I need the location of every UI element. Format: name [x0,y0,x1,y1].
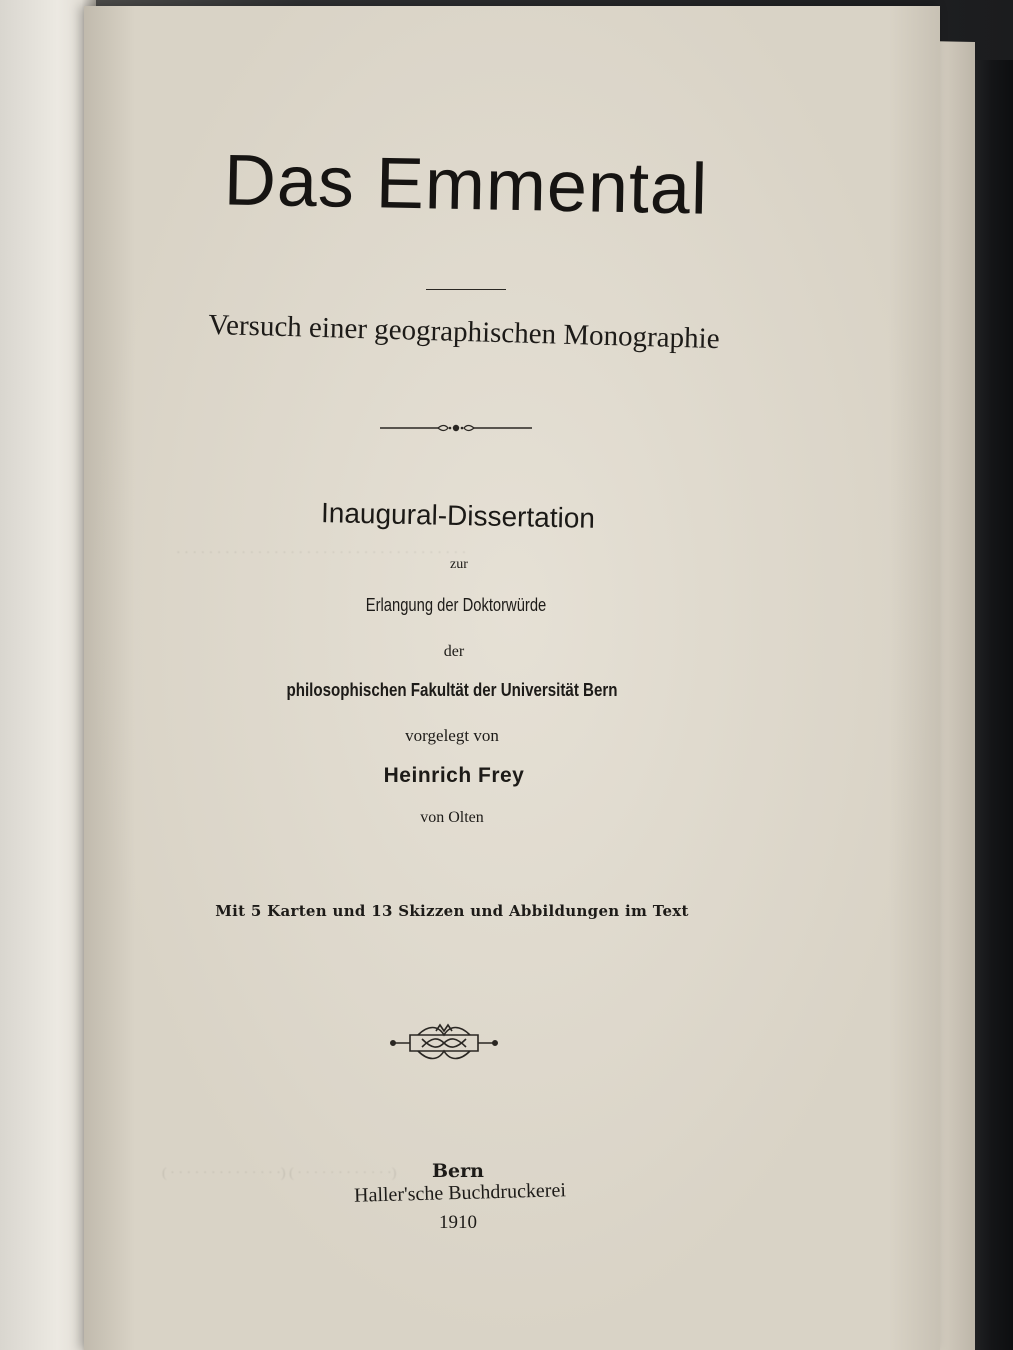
submitted-by: vorgelegt von [405,726,499,745]
preposition-zur: zur [450,557,468,572]
flourish-rule-icon [376,418,536,438]
title-page [84,6,940,1350]
show-through-text: · · · · · · · · · · · · · · · · · · · · · · · · · · · · · · · · · · · · [176,546,467,561]
publisher: Haller'sche Buchdruckerei [353,1179,567,1207]
author-origin: von Olten [420,809,484,826]
publication-city: Bern [432,1160,484,1182]
publication-year: 1910 [439,1212,477,1233]
degree-purpose: Erlangung der Doktorwürde [365,595,547,615]
show-through-text-bottom: ( · · · · · · · · · · · · · ·) ( · · · · · · · · · · · ·) [162,1166,397,1181]
page-title: Das Emmental [223,140,709,230]
title-divider [426,289,506,290]
subtitle: Versuch einer geographischen Monographie [207,308,721,356]
author-name: Heinrich Frey [383,764,525,787]
faculty-name: philosophischen Fakultät der Universität Bern [286,680,618,700]
article-der: der [443,643,465,660]
maps-note: Mit 5 Karten und 13 Skizzen und Abbildungen im Text [215,902,689,920]
left-facing-page [0,0,96,1350]
thesis-type: Inaugural-Dissertation [320,497,596,534]
knot-ornament-icon [388,1021,500,1063]
